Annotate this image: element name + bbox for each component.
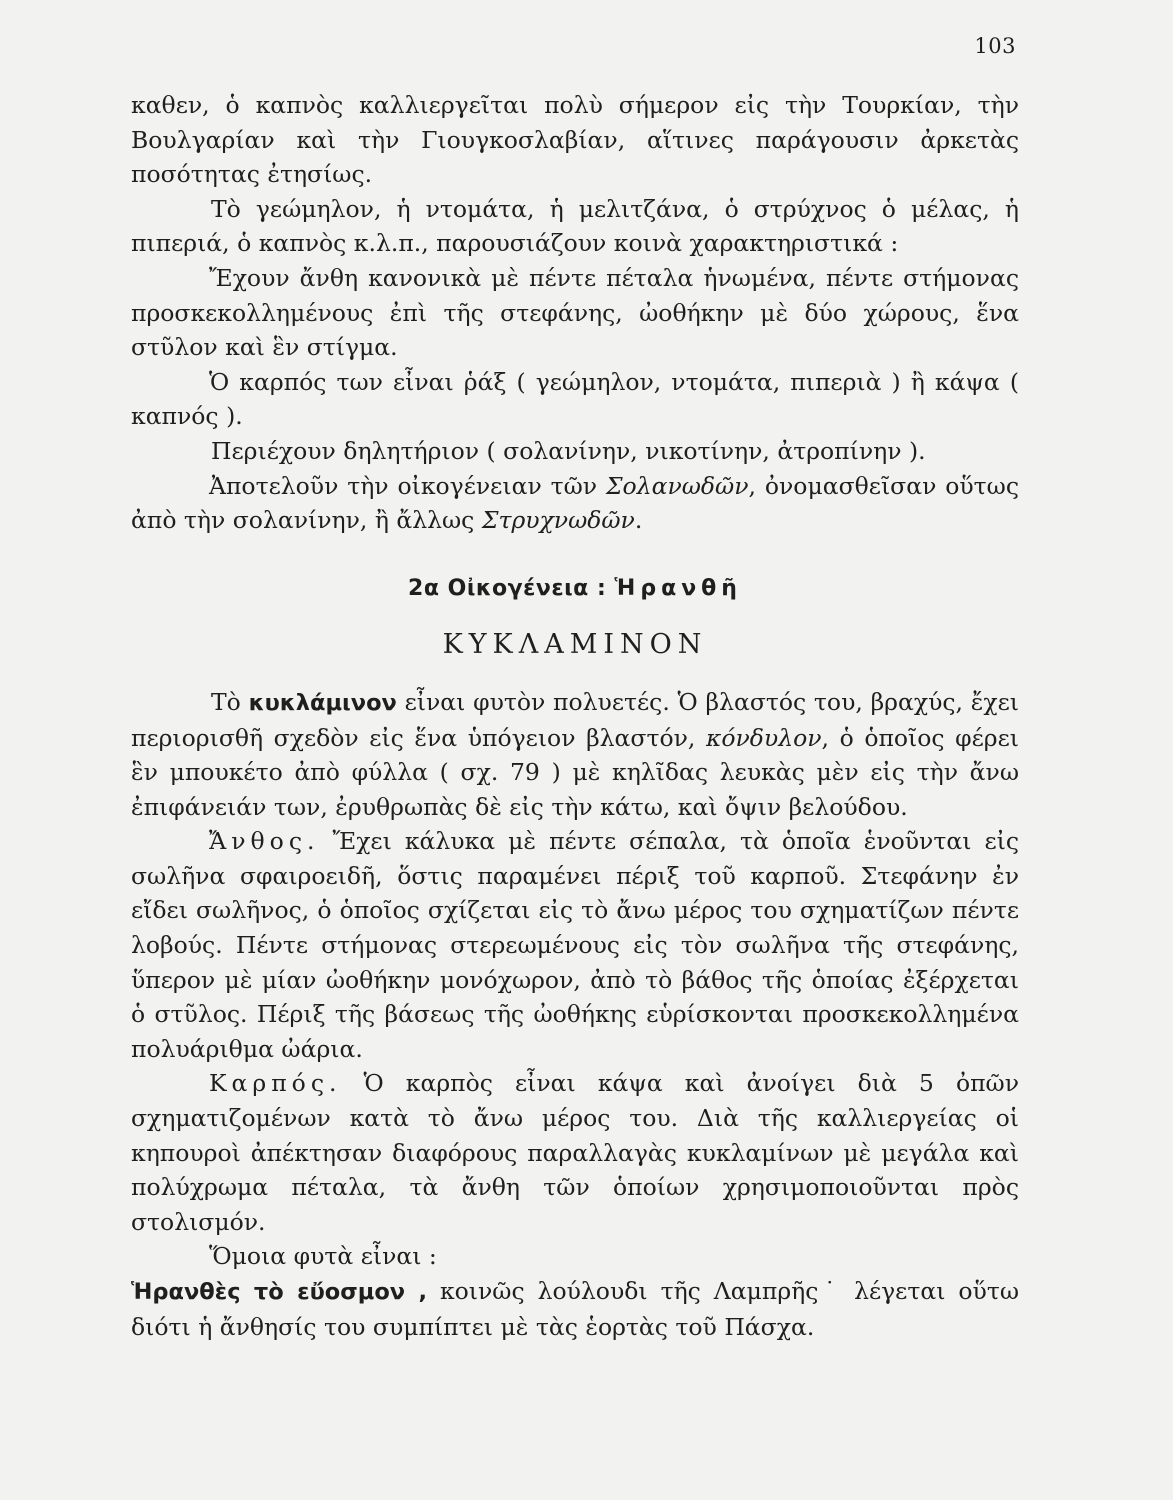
text-run: Ἀποτελοῦν τὴν οἰκογένειαν τῶν (209, 471, 606, 500)
paragraph-primrose (131, 1274, 1019, 1344)
section-title: ΚΥΚΛΑΜΙΝΟΝ (442, 629, 708, 661)
family-heading-name: Ἡρανθῆ (614, 575, 742, 601)
text-run: Ἔχει κάλυκα μὲ πέντε σέπαλα, τὰ ὁποῖα ἑνοῦνται εἰς σωλῆνα σφαιροειδῆ, ὅστις παραμένει πέριξ τοῦ καρποῦ. Στεφάνην ἐν εἴδει σωλῆνος, ὁ ὁποῖος σχίζεται εἰς τὸ ἄνω μέρος του σχηματίζων πέντε λοβούς. Πέντε στήμονας στερεωμένους εἰς τὸν σωλῆνα τῆς στεφάνης, ὕπερον μὲ μίαν ὠοθήκην μονόχωρον, ἀπὸ τὸ βάθος τῆς ὁποίας ἐξέρχεται ὁ στῦλος. Πέριξ τῆς βάσεως τῆς ὠοθήκης εὑρίσκονται προσκεκολλημένα πολυάριθμα ὠάρια. (131, 827, 1019, 1063)
text-run: , ὀνομασθεῖσαν οὕτως ἀπὸ τὴν σολανίνην, ἢ ἄλλως (131, 471, 1020, 535)
paragraph-similar-plants: Ὅμοια φυτὰ εἶναι : (209, 1242, 437, 1271)
text-run: κοινῶς λούλουδι τῆς Λαμπρῆς˙ λέγεται οὕτω διότι ἡ ἄνθησίς του συμπίπτει μὲ τὰς ἑορτὰς τοῦ Πάσχα. (131, 1277, 1020, 1341)
paragraph-flower (131, 824, 1019, 1066)
text-run: Τὸ (211, 687, 249, 716)
paragraph-fruit-traits: Ὁ καρπός των εἶναι ῥάξ ( γεώμηλον, ντομάτα, πιπεριὰ ) ἢ κάψα ( καπνός ). (131, 367, 1019, 431)
paragraph-tobacco-cultivation: καθεν, ὁ καπνὸς καλλιεργεῖται πολὺ σήμερον εἰς τὴν Τουρκίαν, τὴν Βουλγαρίαν καὶ τὴν Γιουγκοσλαβίαν, αἵτινες παράγουσιν ἀρκετὰς ποσότητας ἐτησίως. (131, 91, 1019, 189)
italic-term-tuber: κόνδυλον (705, 723, 822, 752)
subheading-fruit: Καρπός. (209, 1069, 342, 1098)
text-run: εἶναι φυτὸν πολυετές. Ὁ βλαστός του, βραχύς, ἔχει περιορισθῆ σχεδὸν εἰς ἕνα ὑπόγειον βλαστόν, (131, 687, 1019, 752)
text-run: , ὁ ὁποῖος φέρει ἓν μπουκέτο ἀπὸ φύλλα ( σχ. 79 ) μὲ κηλῖδας λευκὰς μὲν εἰς τὴν ἄνω ἐπιφάνειάν των, ἐρυθρωπὰς δὲ εἰς τὴν κάτω, καὶ ὄψιν βελούδου. (131, 723, 1019, 821)
italic-term-strychnodon: Στρυχνωδῶν (481, 506, 635, 535)
page-content (131, 88, 1019, 1344)
paragraph-fruit (131, 1066, 1019, 1239)
bold-term-primrose: Ἡρανθὲς τὸ εὔοσμον , (131, 1279, 427, 1305)
paragraph-common-traits-intro: Τὸ γεώμηλον, ἡ ντομάτα, ἡ μελιτζάνα, ὁ στρύχνος ὁ μέλας, ἡ πιπεριά, ὁ καπνὸς κ.λ.π., παρουσιάζουν κοινὰ χαρακτηριστικά : (131, 194, 1019, 258)
text-run: . (634, 506, 643, 535)
paragraph-flower-traits: Ἔχουν ἄνθη κανονικὰ μὲ πέντε πέταλα ἡνωμένα, πέντε στήμονας προσκεκολλημένους ἐπὶ τῆς στεφάνης, ὠοθήκην μὲ δύο χώρους, ἕνα στῦλον καὶ ἓν στίγμα. (131, 263, 1019, 362)
subheading-flower: Ἄνθος. (209, 827, 320, 856)
paragraph-family-solanaceae (131, 469, 1019, 538)
family-heading (131, 572, 1019, 607)
family-heading-label: 2α Οἰκογένεια : (408, 575, 615, 601)
paragraph-poisons: Περιέχουν δηλητήριον ( σολανίνην, νικοτίνην, ἀτροπίνην ). (211, 436, 926, 465)
text-run: Ὁ καρπὸς εἶναι κάψα καὶ ἀνοίγει διὰ 5 ὀπῶν σχηματιζομένων κατὰ τὸ ἄνω μέρος του. Διὰ τῆς καλλιεργείας οἱ κηπουροὶ ἀπέκτησαν διαφόρους παραλλαγὰς κυκλαμίνων μὲ μεγάλα καὶ πολύχρωμα πέταλα, τὰ ἄνθη τῶν ὁποίων χρησιμοποιοῦνται πρὸς στολισμόν. (131, 1069, 1019, 1236)
page-number: 103 (974, 34, 1016, 58)
bold-term-cyclamen: κυκλάμινον (248, 689, 397, 716)
paragraph-cyclamen-description (131, 685, 1019, 824)
italic-term-solanodon: Σολανωδῶν (605, 471, 749, 500)
